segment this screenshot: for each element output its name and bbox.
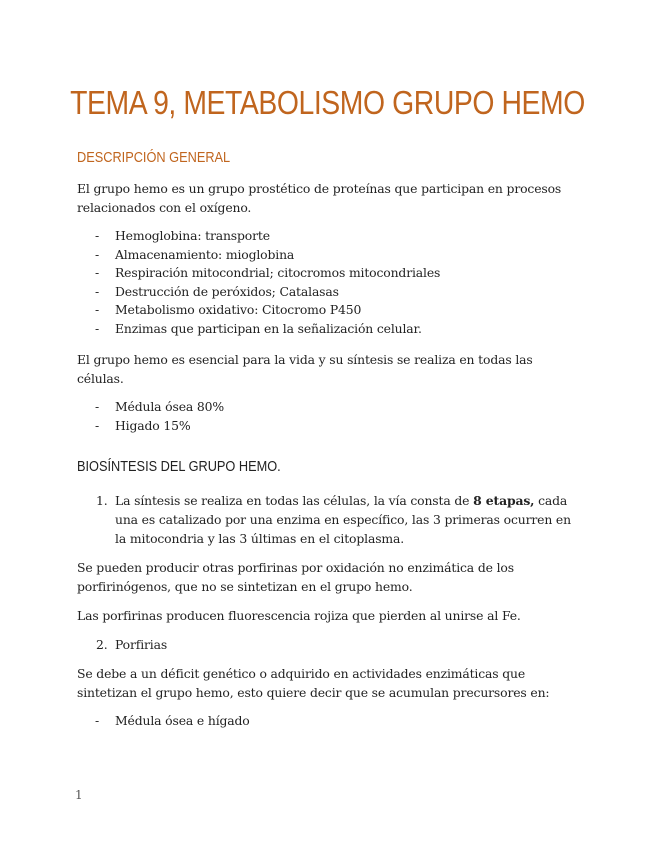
list-item-text: Enzimas que participan en la señalización celular.	[115, 320, 422, 336]
list-locations	[77, 398, 582, 435]
paragraph-intro: El grupo hemo es un grupo prostético de proteínas que participan en procesos relacionados con el oxígeno.	[77, 181, 562, 215]
dash-marker: -	[95, 399, 100, 414]
dash-marker: -	[95, 302, 100, 317]
paragraph-deficit: Se debe a un déficit genético o adquirido en actividades enzimáticas que sintetizan el grupo hemo, esto quiere decir que se acumulan precursores en:	[77, 666, 550, 700]
dash-marker: -	[95, 246, 100, 262]
numbered-item	[77, 635, 582, 654]
list-item	[77, 712, 582, 731]
item-text-b: cada una es catalizado por una enzima en específico, las 3 primeras ocurren en la mitocondria y las 3 últimas en el citoplasma.	[115, 493, 571, 546]
list-item-text: Hemoglobina: transporte	[115, 228, 270, 243]
dash-marker: -	[95, 283, 100, 299]
list-item	[77, 227, 582, 246]
list-functions	[77, 227, 582, 338]
list-item-text: Metabolismo oxidativo: Citocromo P450	[115, 302, 362, 317]
item-number: 2.	[96, 637, 108, 652]
list-item-text: Médula ósea 80%	[115, 399, 224, 414]
list-accumulation	[77, 712, 582, 731]
list-item-text: Destrucción de peróxidos; Catalasas	[115, 283, 339, 299]
dash-marker: -	[95, 228, 100, 243]
item-bold-text: 8 etapas,	[473, 493, 535, 508]
paragraph-essential: El grupo hemo es esencial para la vida y su síntesis se realiza en todas las células.	[77, 352, 533, 386]
list-item-text: Almacenamiento: mioglobina	[115, 246, 295, 262]
dash-marker: -	[95, 265, 100, 280]
list-item	[77, 320, 582, 339]
paragraph-porfirinas-oxidacion: Se pueden producir otras porfirinas por oxidación no enzimática de los porfirinógenos, que no se sintetizan en el grupo hemo.	[77, 560, 514, 594]
dash-marker: -	[95, 417, 100, 433]
list-item-text: Médula ósea e hígado	[115, 713, 250, 728]
list-item	[77, 264, 582, 283]
section-heading-descripcion: DESCRIPCIÓN GENERAL	[77, 150, 231, 166]
list-item	[77, 417, 582, 436]
page-title: TEMA 9, METABOLISMO GRUPO HEMO	[70, 84, 585, 121]
numbered-list-2	[77, 635, 582, 654]
list-item	[77, 283, 582, 302]
page-number: 1	[75, 788, 83, 802]
list-item	[77, 398, 582, 417]
dash-marker: -	[95, 320, 100, 336]
list-item	[77, 246, 582, 265]
document-body	[77, 150, 582, 731]
section-heading-biosintesis: BIOSÍNTESIS DEL GRUPO HEMO.	[77, 459, 281, 475]
list-item-text: Respiración mitocondrial; citocromos mitocondriales	[115, 265, 441, 280]
numbered-item	[77, 491, 582, 548]
dash-marker: -	[95, 713, 100, 728]
list-item	[77, 301, 582, 320]
item-text-a: La síntesis se realiza en todas las células, la vía consta de	[115, 493, 474, 508]
numbered-list-1	[77, 491, 582, 548]
list-item-text: Higado 15%	[115, 417, 191, 433]
paragraph-fluorescencia: Las porfirinas producen fluorescencia rojiza que pierden al unirse al Fe.	[77, 608, 521, 623]
item-text: Porfirias	[115, 637, 168, 652]
item-number: 1.	[96, 493, 108, 508]
